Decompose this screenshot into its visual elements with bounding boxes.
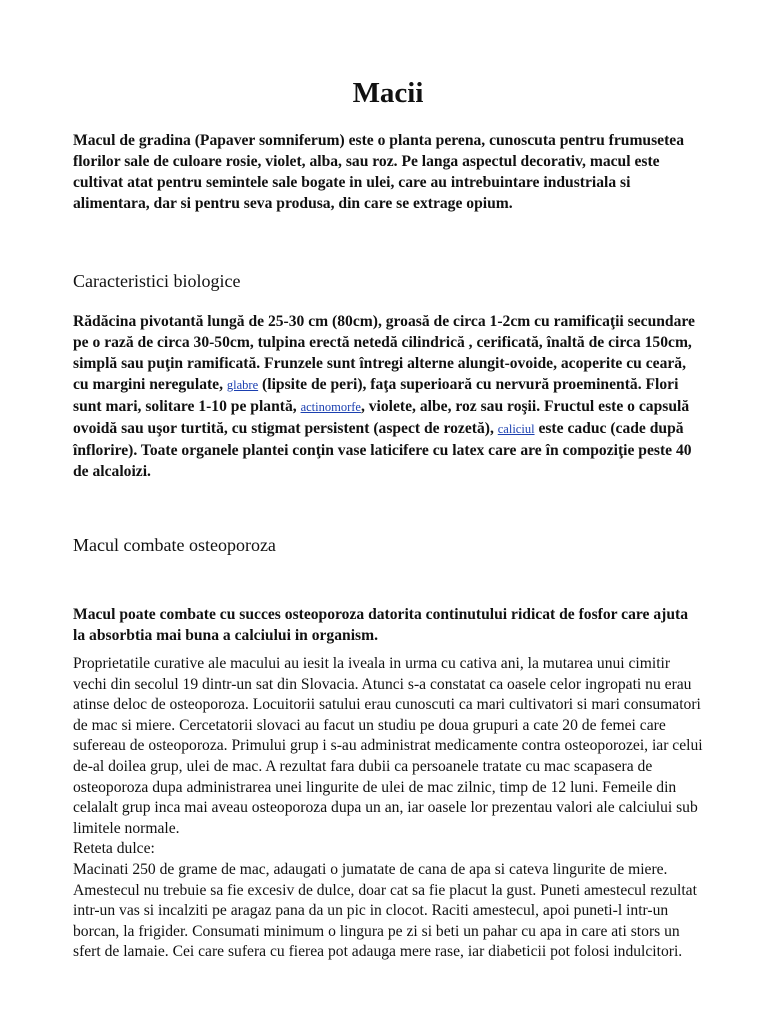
biology-paragraph [73,311,703,482]
osteoporosis-body [73,654,703,963]
intro-paragraph: Macul de gradina (Papaver somniferum) este o planta perena, cunoscuta pentru frumusetea florilor sale de culoare rosie, violet, alba, sau roz. Pe langa aspectul decorativ, macul este cultivat atat pentru semintele sale bogate in ulei, care au intrebuintare industriala si alimentara, dar si pentru seva produsa, din care se extrage opium. [73,132,685,212]
biology-text-3: , violete, albe, roz sau roşii. Fructul este o capsulă ovoidă sau uşor turtită, cu stigmat persistent (aspect de rozetă), [73,398,690,437]
page-title: Macii [352,77,424,109]
link-caliciul[interactable]: caliciul [497,422,535,436]
osteoporosis-paragraph: Proprietatile curative ale macului au iesit la iveala in urma cu cativa ani, la mutarea unui cimitir vechi din secolul 19 dintr-un sat din Slovacia. Atunci s-a constatat ca oasele celor ingropati nu erau atinse deloc de osteoporoza. Locuitorii satului erau cunoscuti ca mari cultivatori si mari consumatori de mac si miere. Cercetatorii slovaci au facut un studiu pe doua grupuri a cate 20 de femei care sufereau de osteoporoza. Primului grup i s-au administrat medicamente contra osteoporozei, iar celui de-al doilea grup, ulei de mac. A rezultat fara dubii ca persoanele tratate cu mac scapasera de osteoporoza dupa administrarea unei lingurite de ulei de mac zilnic, timp de 12 luni. Femeile din celalalt grup inca mai aveau osteoporoza dupa un an, iar oasele lor prezentau valori ale calciului sub limitele normale. [73,655,703,837]
biology-text-1: Rădăcina pivotantă lungă de 25-30 cm (80cm), groasă de circa 1-2cm cu ramificaţii secundare pe o rază de circa 30-50cm, tulpina erectă netedă cilindrică , cerificată, înaltă de circa 150cm, simplă sau puţin ramificată. Frunzele sunt întregi alterne alungit-ovoide, acoperite cu ceară, cu margini neregulate, [73,313,695,393]
section-heading-biology: Caracteristici biologice [73,271,241,291]
recipe-text: Macinati 250 de grame de mac, adaugati o jumatate de cana de apa si cateva lingurite de miere. Amestecul nu trebuie sa fie excesiv de dulce, doar cat sa fie placut la gust. Puneti amestecul rezultat intr-un vas si incalziti pe aragaz pana da un pic in clocot. Raciti amestecul, apoi puneti-l intr-un borcan, la frigider. Consumati minimum o lingura pe zi si beti un pahar cu apa in care ati stors un sfert de lamaie. Cei care sufera cu fierea pot adauga mere rase, iar diabeticii pot folosi indulcitori. [73,860,697,961]
recipe-label: Reteta dulce: [73,840,155,858]
biology-text-2: (lipsite de peri), faţa superioară cu nervură proeminentă. Flori sunt mari, solitare 1-10 pe plantă, [73,376,679,415]
biology-text-4: este caduc (cade după înflorire). Toate organele plantei conţin vase laticifere cu latex care are în compoziţie peste 40 de alcaloizi. [73,420,692,480]
osteoporosis-lead: Macul poate combate cu succes osteoporoza datorita continutului ridicat de fosfor care ajuta la absorbtia mai buna a calciului in organism. [73,606,689,644]
link-glabre[interactable]: glabre [226,378,259,392]
section-heading-osteoporosis: Macul combate osteoporoza [73,535,276,555]
link-actinomorfe[interactable]: actinomorfe [300,400,361,414]
